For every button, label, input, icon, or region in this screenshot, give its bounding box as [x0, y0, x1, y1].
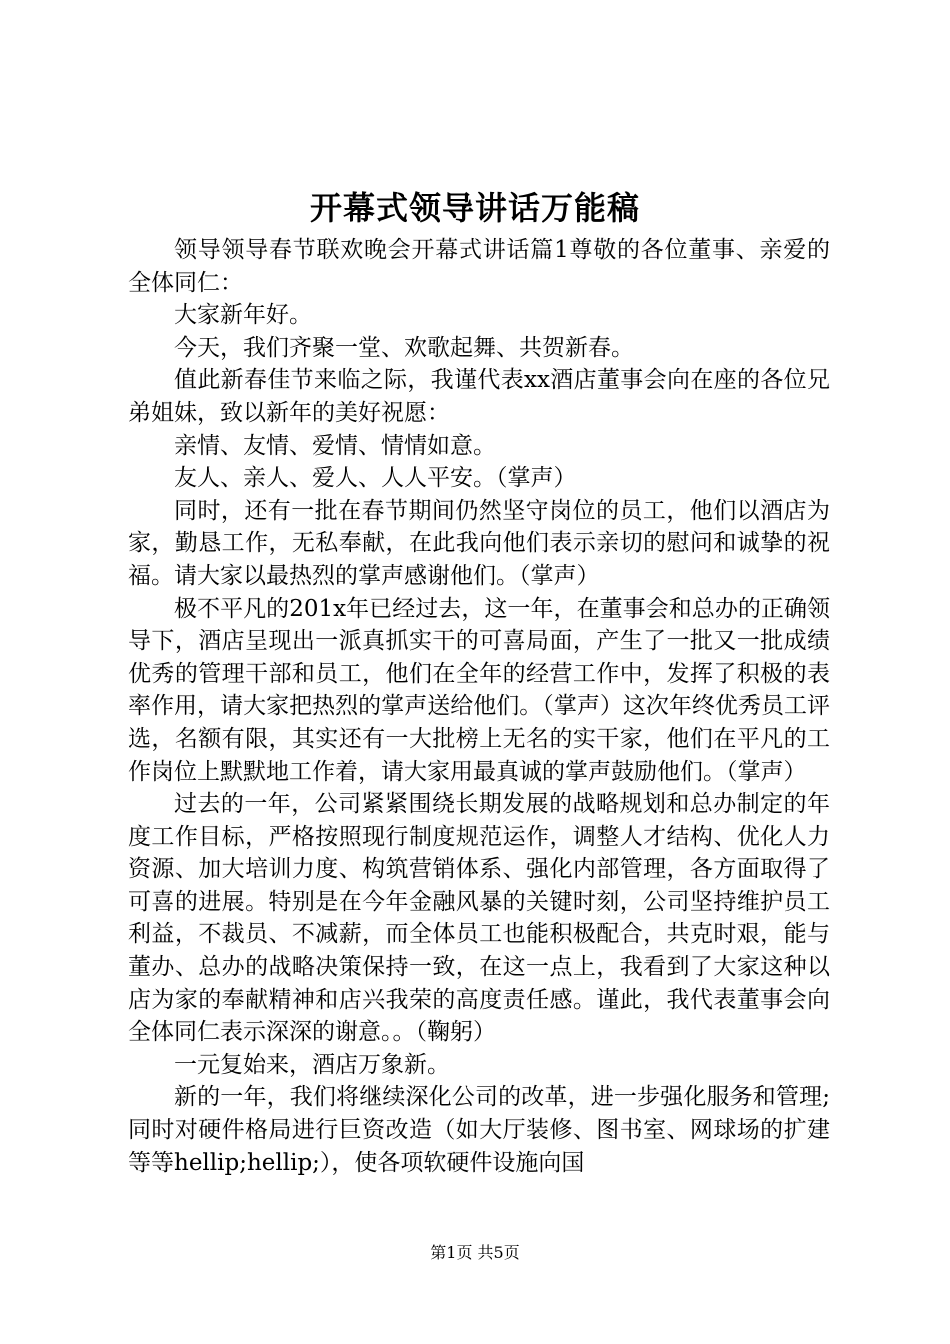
paragraph: 友人、亲人、爱人、人人平安。（掌声） — [174, 465, 577, 492]
paragraph: 新的一年，我们将继续深化公司的改革，进一步强化服务和管理;同时对硬件格局进行巨资改造（如大厅装修、图书室、网球场的扩建等等hellip;hellip;），使各项软硬件设施向国 — [128, 1084, 830, 1176]
paragraph: 极不平凡的201x年已经过去，这一年，在董事会和总办的正确领导下，酒店呈现出一派真抓实干的可喜局面，产生了一批又一批成绩优秀的管理干部和员工，他们在全年的经营工作中，发挥了积极的表率作用，请大家把热烈的掌声送给他们。（掌声）这次年终优秀员工评选，名额有限，其实还有一大批榜上无名的实干家，他们在平凡的工作岗位上默默地工作着，请大家用最真诚的掌声鼓励他们。（掌声） — [128, 595, 830, 785]
page-number-footer: 第1页 共5页 — [430, 1243, 520, 1262]
paragraph: 亲情、友情、爱情、情情如意。 — [174, 432, 496, 459]
paragraph: 今天，我们齐聚一堂、欢歌起舞、共贺新春。 — [174, 334, 634, 361]
document-title: 开幕式领导讲话万能稿 — [309, 189, 640, 227]
paragraph: 值此新春佳节来临之际，我谨代表xx酒店董事会向在座的各位兄弟姐妹，致以新年的美好祝愿： — [128, 367, 830, 426]
paragraph: 一元复始来，酒店万象新。 — [174, 1051, 450, 1078]
paragraph: 大家新年好。 — [174, 302, 312, 329]
paragraph: 同时，还有一批在春节期间仍然坚守岗位的员工，他们以酒店为家，勤恳工作，无私奉献，在此我向他们表示亲切的慰问和诚挚的祝福。请大家以最热烈的掌声感谢他们。（掌声） — [128, 497, 830, 589]
paragraph: 领导领导春节联欢晚会开幕式讲话篇1尊敬的各位董事、亲爱的全体同仁： — [128, 237, 830, 296]
paragraph: 过去的一年，公司紧紧围绕长期发展的战略规划和总办制定的年度工作目标，严格按照现行制度规范运作，调整人才结构、优化人力资源、加大培训力度、构筑营销体系、强化内部管理，各方面取得了可喜的进展。特别是在今年金融风暴的关键时刻，公司坚持维护员工利益，不裁员、不减薪，而全体员工也能积极配合，共克时艰，能与董办、总办的战略决策保持一致，在这一点上，我看到了大家这种以店为家的奉献精神和店兴我荣的高度责任感。谨此，我代表董事会向全体同仁表示深深的谢意。。（鞠躬） — [128, 791, 830, 1046]
document-body — [128, 234, 830, 1179]
